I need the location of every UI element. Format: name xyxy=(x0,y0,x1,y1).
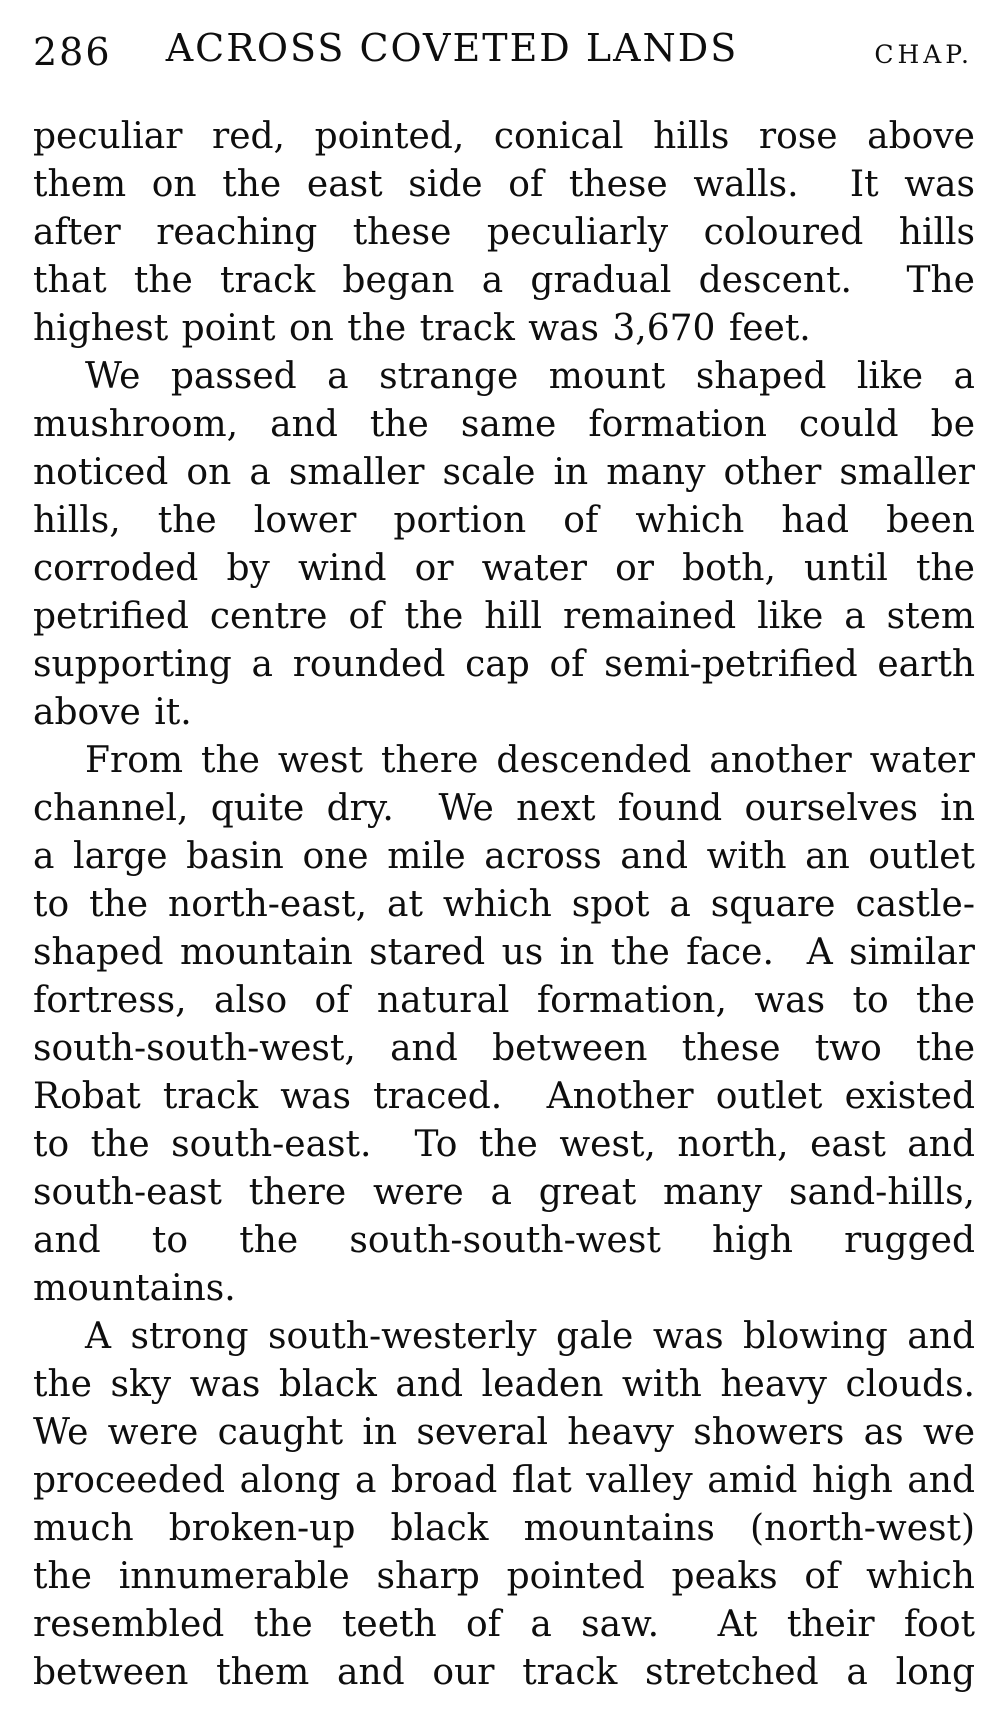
text-line: them on the east side of these walls. It was xyxy=(33,164,975,205)
text-line: mountains. xyxy=(33,1268,236,1309)
text-line: much broken-up black mountains (north-west) xyxy=(33,1508,975,1549)
text-line: fortress, also of natural formation, was to the xyxy=(33,980,975,1021)
page-number: 286 xyxy=(33,30,112,74)
text-line: between them and our track stretched a long xyxy=(33,1652,975,1693)
text-line: corroded by wind or water or both, until the xyxy=(33,548,975,589)
text-line: Robat track was traced. Another outlet existed xyxy=(33,1076,975,1117)
text-line: supporting a rounded cap of semi-petrified earth xyxy=(33,644,975,685)
text-line: petrified centre of the hill remained like a stem xyxy=(33,596,975,637)
text-line: From the west there descended another water xyxy=(85,740,975,781)
page-header xyxy=(0,22,1000,74)
text-line: to the north-east, at which spot a square castle- xyxy=(33,884,975,925)
chapter-label: CHAP. xyxy=(874,40,973,69)
text-line: We passed a strange mount shaped like a xyxy=(85,356,975,397)
text-line: and to the south-south-west high rugged xyxy=(33,1220,975,1261)
text-line: south-east there were a great many sand-hills, xyxy=(33,1172,975,1213)
text-line: hills, the lower portion of which had been xyxy=(33,500,975,541)
page-body xyxy=(33,113,975,1697)
paragraph xyxy=(33,353,975,737)
text-line: to the south-east. To the west, north, east and xyxy=(33,1124,975,1165)
text-line: after reaching these peculiarly coloured hills xyxy=(33,212,975,253)
paragraph xyxy=(33,737,975,1313)
text-line: resembled the teeth of a saw. At their foot xyxy=(33,1604,975,1645)
text-line: mushroom, and the same formation could be xyxy=(33,404,975,445)
text-line: channel, quite dry. We next found ourselves in xyxy=(33,788,975,829)
text-line: that the track began a gradual descent. The xyxy=(33,260,975,301)
paragraph xyxy=(33,1313,975,1697)
text-line: shaped mountain stared us in the face. A similar xyxy=(33,932,975,973)
text-line: peculiar red, pointed, conical hills rose above xyxy=(33,116,975,157)
text-line: We were caught in several heavy showers as we xyxy=(33,1412,975,1453)
text-line: A strong south-westerly gale was blowing and xyxy=(85,1316,975,1357)
text-line: south-south-west, and between these two the xyxy=(33,1028,975,1069)
text-line: highest point on the track was 3,670 feet. xyxy=(33,308,811,349)
text-line: the sky was black and leaden with heavy clouds. xyxy=(33,1364,975,1405)
paragraph xyxy=(33,113,975,353)
text-line: the innumerable sharp pointed peaks of which xyxy=(33,1556,975,1597)
text-line: above it. xyxy=(33,692,192,733)
text-line: proceeded along a broad flat valley amid high and xyxy=(33,1460,975,1501)
text-line: noticed on a smaller scale in many other smaller xyxy=(33,452,975,493)
running-title: ACROSS COVETED LANDS xyxy=(165,26,739,70)
text-line: a large basin one mile across and with an outlet xyxy=(33,836,975,877)
